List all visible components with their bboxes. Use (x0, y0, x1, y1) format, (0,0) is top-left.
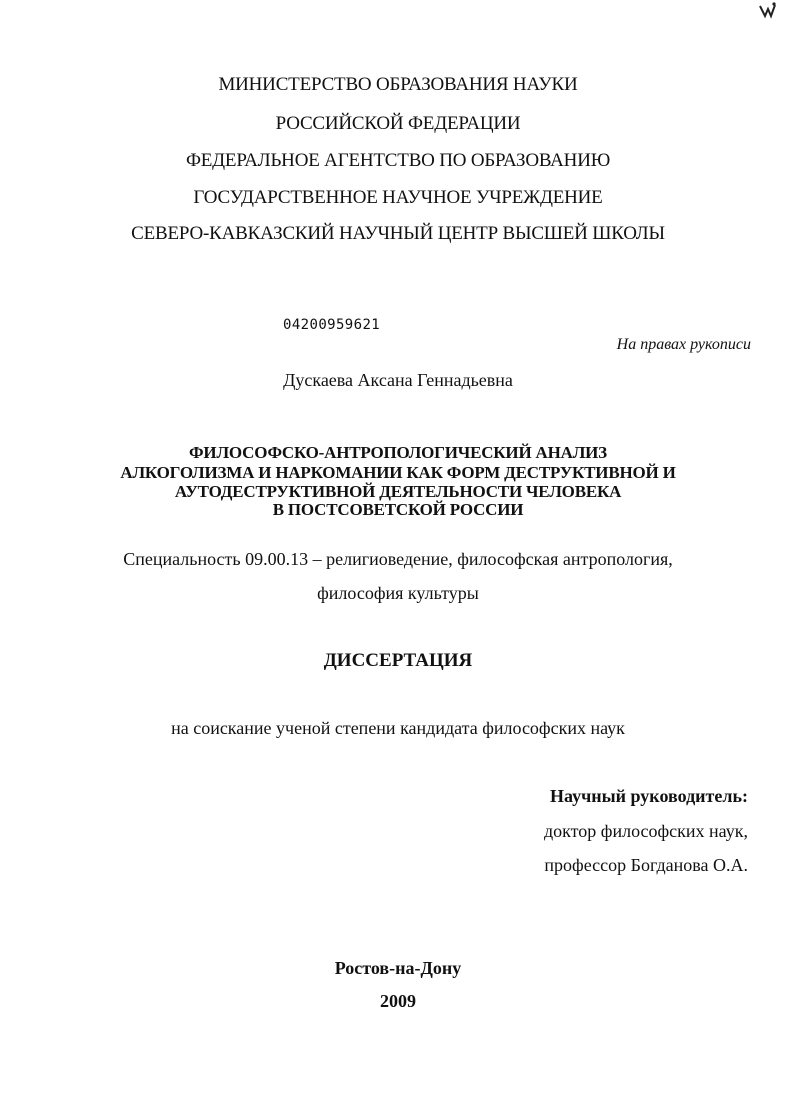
manuscript-note: На правах рукописи (616, 336, 751, 353)
organization-line-3: ФЕДЕРАЛЬНОЕ АГЕНТСТВО ПО ОБРАЗОВАНИЮ (185, 150, 611, 171)
thesis-title-line-2: АЛКОГОЛИЗМА И НАРКОМАНИИ КАК ФОРМ ДЕСТРУКТИВНОЙ И (120, 463, 676, 482)
author-name: Дускаева Аксана Геннадьевна (283, 370, 513, 390)
thesis-title-line-4: В ПОСТСОВЕТСКОЙ РОССИИ (272, 500, 524, 519)
year: 2009 (380, 991, 416, 1011)
specialty-line-2: философия культуры (317, 583, 479, 603)
supervisor-name: профессор Богданова О.А. (544, 855, 748, 875)
document-type: ДИССЕРТАЦИЯ (323, 650, 473, 671)
supervisor-heading: Научный руководитель: (550, 786, 748, 806)
organization-line-1: МИНИСТЕРСТВО ОБРАЗОВАНИЯ НАУКИ (218, 74, 578, 95)
city: Ростов-на-Дону (334, 958, 462, 978)
supervisor-degree: доктор философских наук, (544, 821, 748, 841)
specialty-line-1: Специальность 09.00.13 – религиоведение, философская антропология, (123, 549, 673, 569)
organization-line-5: СЕВЕРО-КАВКАЗСКИЙ НАУЧНЫЙ ЦЕНТР ВЫСШЕЙ ШКОЛЫ (131, 223, 665, 244)
organization-line-2: РОССИЙСКОЙ ФЕДЕРАЦИИ (275, 113, 521, 134)
library-stamp-icon (756, 0, 778, 22)
degree-text: на соискание ученой степени кандидата философских наук (171, 718, 625, 738)
thesis-title-line-1: ФИЛОСОФСКО-АНТРОПОЛОГИЧЕСКИЙ АНАЛИЗ (189, 443, 607, 462)
catalog-code: 04200959621 (283, 317, 381, 333)
thesis-title-line-3: АУТОДЕСТРУКТИВНОЙ ДЕЯТЕЛЬНОСТИ ЧЕЛОВЕКА (174, 482, 622, 501)
organization-line-4: ГОСУДАРСТВЕННОЕ НАУЧНОЕ УЧРЕЖДЕНИЕ (193, 187, 603, 208)
